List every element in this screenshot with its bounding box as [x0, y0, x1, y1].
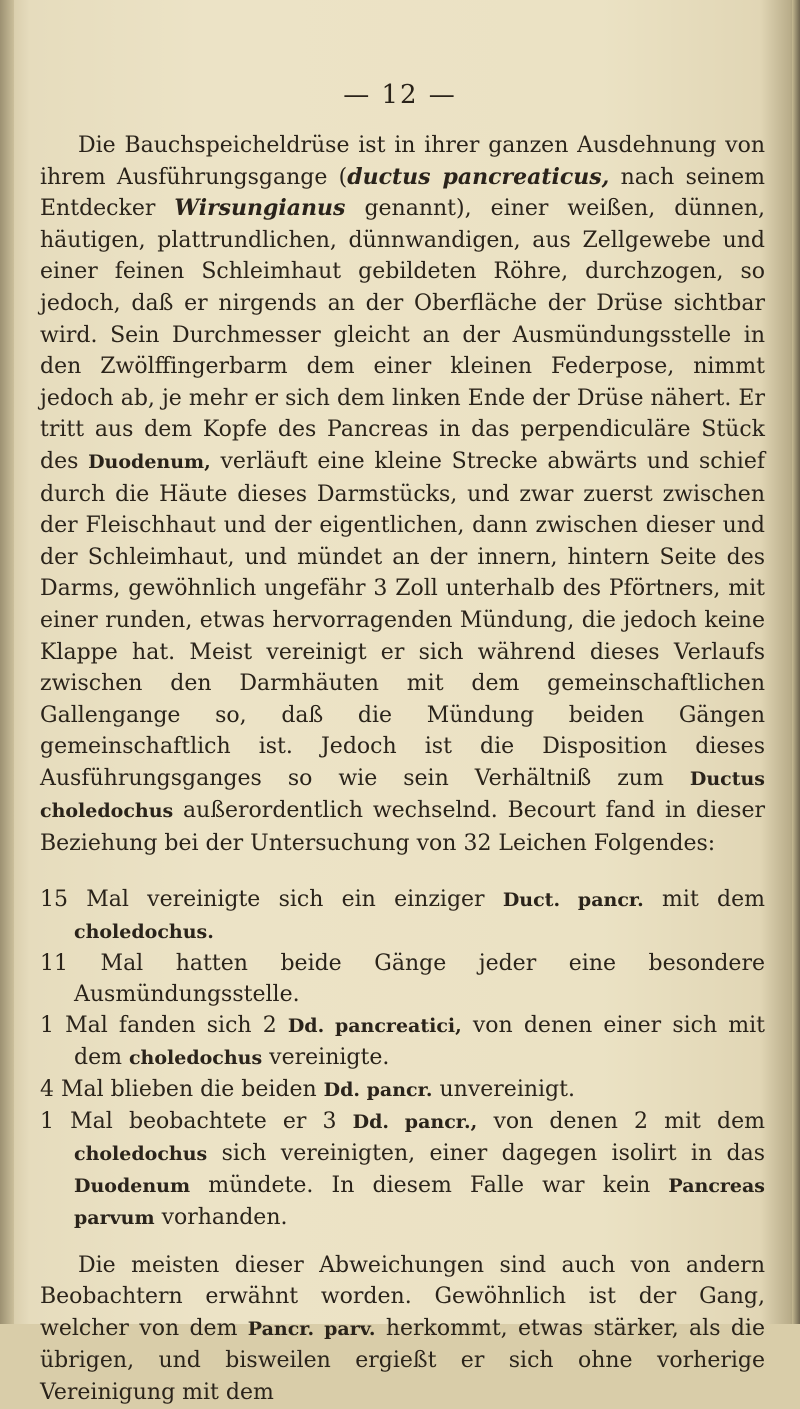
- obs-text: 1 Mal beobachtete er 3: [40, 1108, 353, 1134]
- intro-ductus-term: ductus pancreaticus,: [347, 163, 610, 190]
- obs-term: Duodenum: [74, 1174, 191, 1197]
- page-right-edge: [792, 0, 800, 1324]
- observation-list: [40, 884, 765, 1234]
- list-item: [40, 1010, 765, 1074]
- obs-term: Dd. pancreatici,: [287, 1014, 462, 1037]
- closing-pancr-term: Pancr. parv.: [247, 1317, 376, 1340]
- intro-text-3: genannt), einer weißen, dünnen, häutigen, plattrundlichen, dünnwandigen, aus Zellgewebe und einer feinen Schleimhaut gebildeten Röhre, durchzogen, so jedoch, daß er nirgends an der Oberfläche der Drüse sichtbar wird. Sein Durchmesser gleicht an der Ausmündungsstelle in den Zwölffingerbarm dem einer kleinen Federpose, nimmt jedoch ab, je mehr er sich dem linken Ende der Drüse nähert. Er tritt aus dem Kopfe des Pancreas in das perpendiculäre Stück des: [40, 196, 765, 474]
- obs-text: sich vereinigten, einer dagegen isolirt in das: [207, 1140, 765, 1166]
- obs-text: 4 Mal blieben die beiden: [40, 1076, 324, 1102]
- list-item: [40, 1074, 765, 1106]
- obs-text: mündete. In diesem Falle war kein: [190, 1172, 669, 1198]
- obs-text: vorhanden.: [154, 1204, 288, 1230]
- obs-term: choledochus: [74, 1142, 208, 1165]
- list-item: [40, 884, 765, 948]
- binding-edge: [0, 0, 14, 1324]
- intro-text-5: außerordentlich wechselnd. Becourt fand in dieser Beziehung bei der Untersuchung von 32 Leichen Folgendes:: [40, 798, 765, 857]
- obs-term: Pancreas parvum: [74, 1174, 765, 1229]
- obs-text: mit dem: [643, 886, 765, 912]
- closing-text-1: Die meisten dieser Abweichungen sind auch von andern Beobachtern erwähnt worden. Gewöhnlich ist der Gang, welcher von dem: [40, 1252, 765, 1341]
- obs-text: 1 Mal fanden sich 2: [40, 1012, 288, 1038]
- closing-text-2: herkommt, etwas stärker, als die übrigen, und bisweilen ergießt er sich ohne vorherige Vereinigung mit dem: [40, 1315, 765, 1406]
- obs-term: choledochus: [128, 1046, 263, 1069]
- obs-term: Dd. pancr.: [323, 1078, 433, 1101]
- obs-text: von denen einer sich mit dem: [74, 1012, 766, 1070]
- obs-term: Dd. pancr.,: [352, 1110, 478, 1133]
- intro-text-1: Die Bauchspeicheldrüse ist in ihrer ganzen Ausdehnung von ihrem Ausführungsgange (: [40, 133, 765, 190]
- obs-text: vereinigte.: [262, 1044, 390, 1070]
- intro-wirsungianus-term: Wirsungianus: [174, 195, 346, 222]
- obs-text: 11 Mal hatten beide Gänge jeder eine besondere Ausmündungsstelle.: [40, 950, 765, 1007]
- intro-choledochus-term: Ductus choledochus: [40, 767, 765, 823]
- intro-paragraph: [40, 130, 765, 860]
- list-item: [40, 948, 765, 1010]
- obs-term: choledochus.: [74, 920, 214, 943]
- obs-text: unvereinigt.: [432, 1076, 575, 1102]
- intro-text-4: verläuft eine kleine Strecke abwärts und schief durch die Häute dieses Darmstücks, und zwar zuerst zwischen der Fleischhaut und der eigentlichen, dann zwischen dieser und der Schleimhaut, und mündet an der innern, hintern Seite des Darms, gewöhnlich ungefähr 3 Zoll unterhalb des Pförtners, mit einer runden, etwas hervorragenden Mündung, die jedoch keine Klappe hat. Meist vereinigt er sich während dieses Verlaufs zwischen den Darmhäuten mit dem gemeinschaftlichen Gallengange so, daß die Mündung beiden Gängen gemeinschaftlich ist. Jedoch ist die Disposition dieses Ausführungsganges so wie sein Verhältniß zum: [40, 448, 765, 791]
- page-number: — 12 —: [343, 80, 457, 110]
- intro-text-2: nach seinem Entdecker: [40, 164, 765, 222]
- obs-text: 15 Mal vereinigte sich ein einziger: [40, 886, 503, 912]
- obs-text: von denen 2 mit dem: [477, 1108, 766, 1134]
- intro-duodenum-term: Duodenum,: [88, 450, 211, 473]
- list-item: [40, 1106, 765, 1234]
- body-text: [40, 130, 765, 1409]
- closing-paragraph: [40, 1250, 765, 1409]
- obs-term: Duct. pancr.: [502, 888, 644, 911]
